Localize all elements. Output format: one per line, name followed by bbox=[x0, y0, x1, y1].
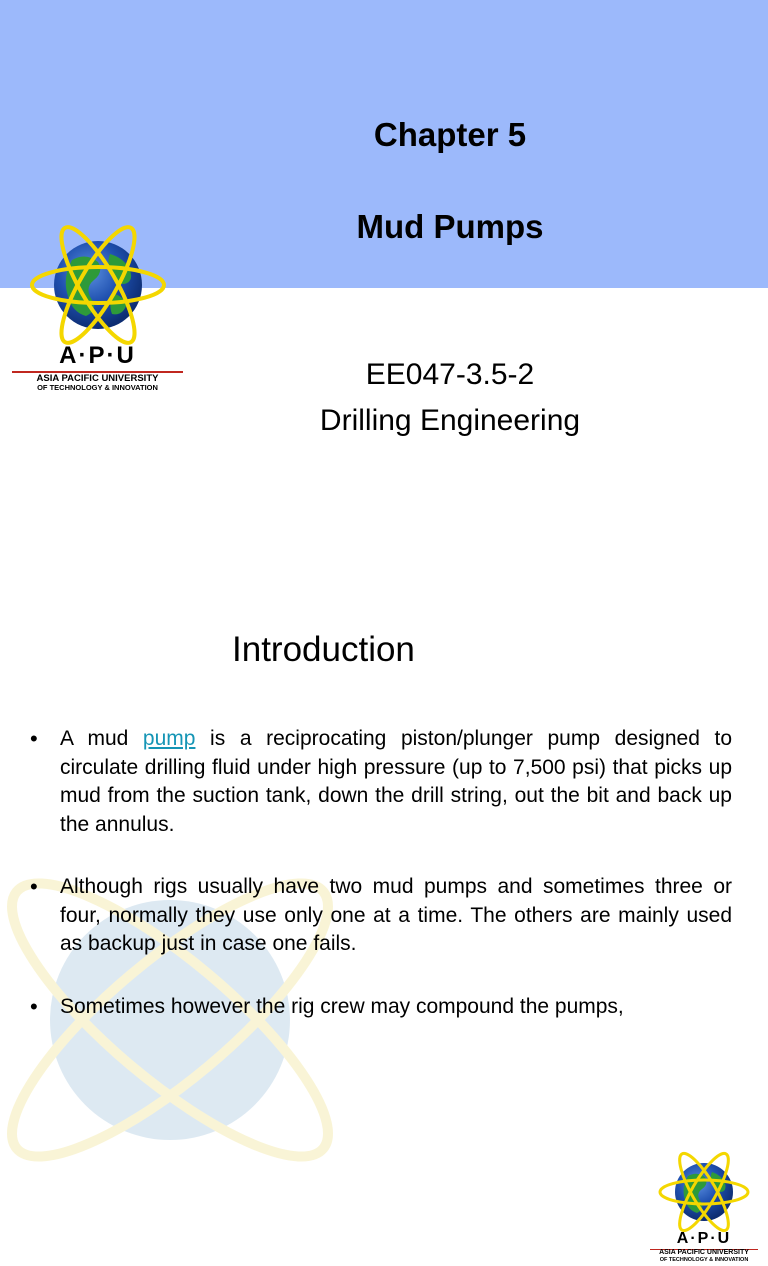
bullet-marker: • bbox=[30, 726, 38, 751]
bullet-item bbox=[30, 873, 732, 959]
globe-with-orbits-icon bbox=[10, 230, 185, 342]
bullet-list bbox=[30, 725, 732, 1055]
bullet-item bbox=[30, 725, 732, 839]
course-code: EE047-3.5-2 bbox=[365, 358, 535, 391]
logo-line1: ASIA PACIFIC UNIVERSITY bbox=[659, 1249, 749, 1256]
bullet-text: Although rigs usually have two mud pumps and sometimes three or four, normally they use only one at a time. The others are mainly used as backup just in case one fails. bbox=[60, 875, 732, 955]
logo-line2: OF TECHNOLOGY & INNOVATION bbox=[659, 1257, 749, 1263]
title-slide bbox=[0, 0, 768, 572]
course-name: Drilling Engineering bbox=[319, 404, 581, 437]
bullet-marker: • bbox=[30, 993, 38, 1019]
chapter-heading: Chapter 5 bbox=[373, 116, 527, 153]
apu-logo-small bbox=[648, 1154, 760, 1266]
bullet-item bbox=[30, 993, 732, 1022]
introduction-heading: Introduction bbox=[232, 630, 415, 669]
apu-logo bbox=[10, 230, 185, 395]
logo-line1: ASIA PACIFIC UNIVERSITY bbox=[36, 373, 159, 384]
pump-link[interactable]: pump bbox=[142, 727, 196, 750]
bullet-marker: • bbox=[30, 874, 38, 899]
globe-with-orbits-icon bbox=[648, 1154, 760, 1230]
logo-acronym: A·P·U bbox=[676, 1230, 732, 1247]
bullet-text-start: A mud bbox=[60, 727, 143, 750]
introduction-slide bbox=[0, 572, 768, 1263]
logo-acronym: A·P·U bbox=[59, 342, 136, 369]
slide-title: Mud Pumps bbox=[356, 208, 544, 245]
bullet-text: Sometimes however the rig crew may compound the pumps, bbox=[60, 994, 624, 1018]
logo-line2: OF TECHNOLOGY & INNOVATION bbox=[37, 383, 158, 392]
bullet-text-end: is a reciprocating piston/plunger pump designed to circulate drilling fluid under high pressure (up to 7,500 psi) that picks up mud from the suction tank, down the drill string, out the bit and back up the annulus. bbox=[60, 727, 732, 836]
